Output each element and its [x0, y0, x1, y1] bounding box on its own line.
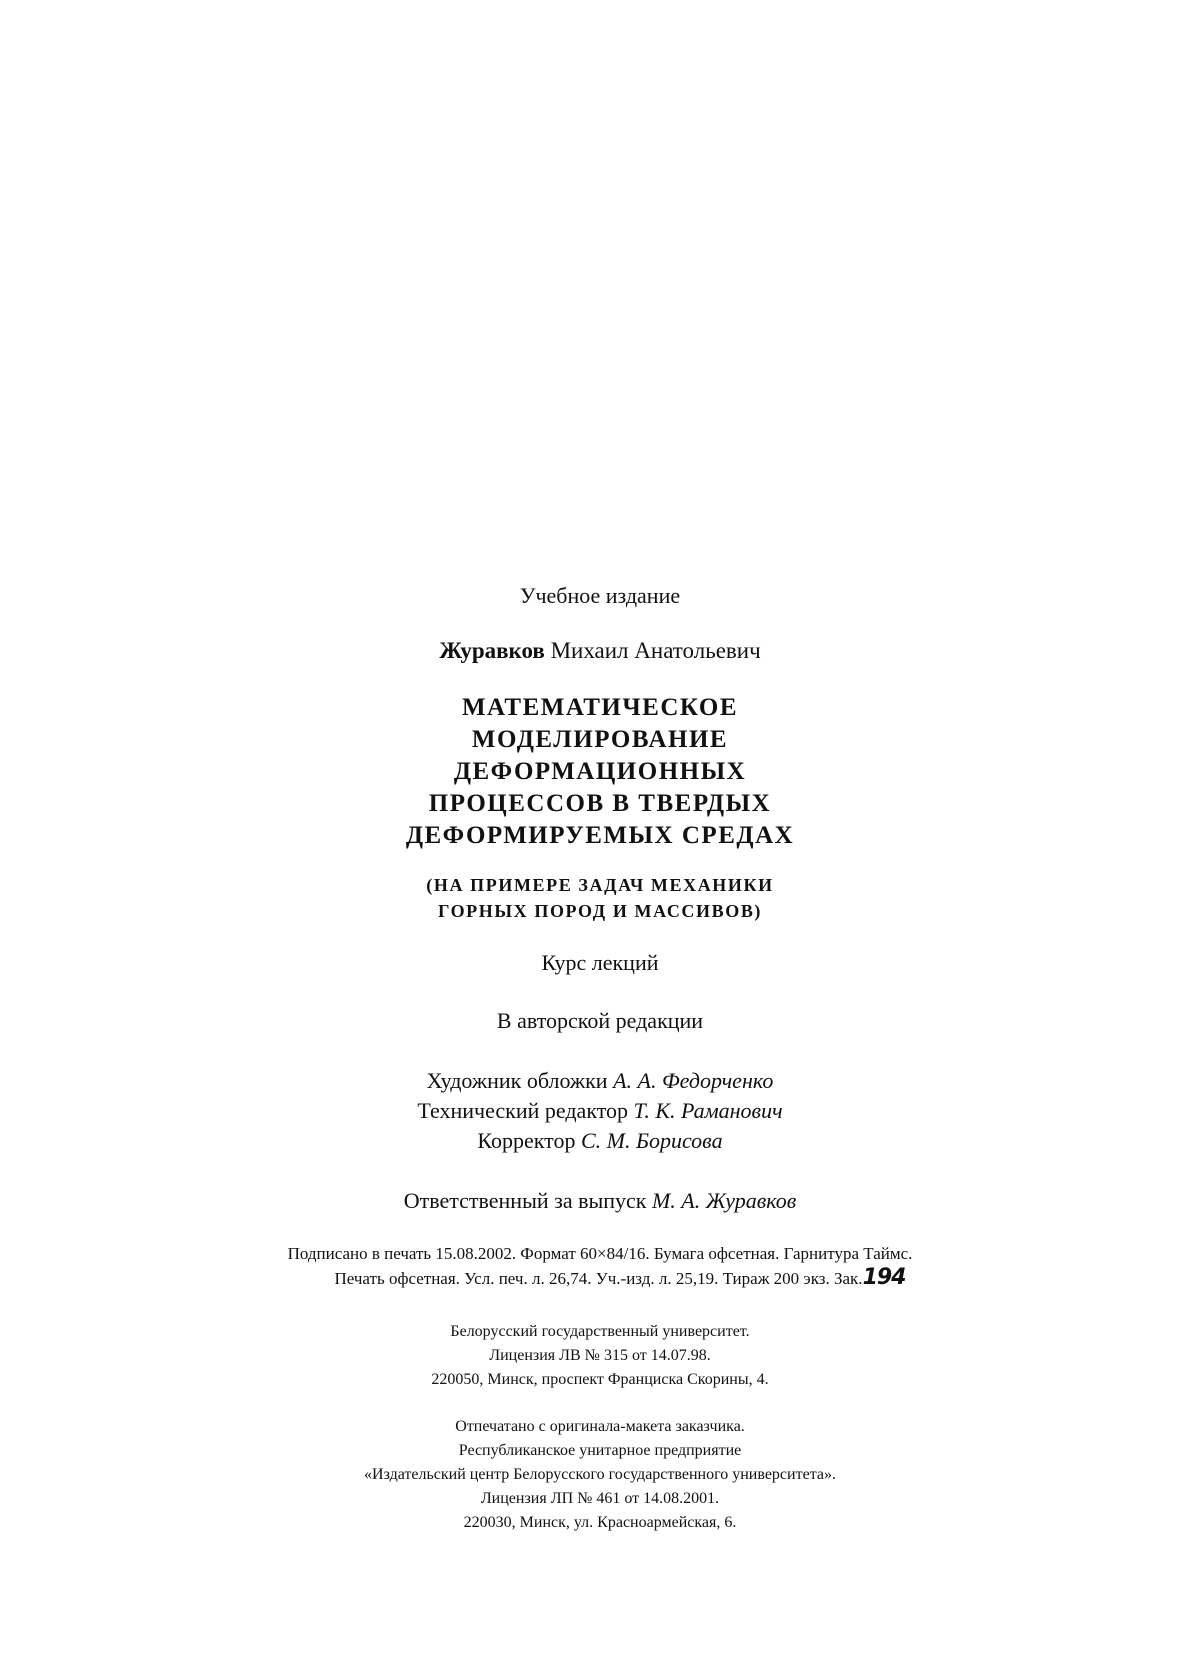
credit-technical-editor	[0, 1096, 1200, 1126]
printer-line-4: Лицензия ЛП № 461 от 14.08.2001.	[480, 1490, 720, 1507]
credit-role: Технический редактор	[417, 1098, 629, 1123]
imprint-line-2	[0, 1266, 1200, 1291]
printer-line-3: «Издательский центр Белорусского государственного университета».	[364, 1466, 836, 1483]
subtitle-line-1: (НА ПРИМЕРЕ ЗАДАЧ МЕХАНИКИ	[426, 875, 774, 895]
printer-line-2: Республиканское унитарное предприятие	[458, 1442, 742, 1459]
printer-line-5: 220030, Минск, ул. Красноармейская, 6.	[463, 1514, 737, 1531]
credit-cover-artist	[0, 1066, 1200, 1096]
author-surname: Журавков	[439, 638, 545, 663]
credit-role: Художник обложки	[426, 1068, 608, 1093]
order-number-handwritten: 194	[862, 1265, 906, 1290]
credit-person: А. А. Федорченко	[613, 1068, 774, 1093]
printer-line-1: Отпечатано с оригинала-макета заказчика.	[455, 1418, 745, 1435]
credit-proofreader	[0, 1126, 1200, 1156]
author-name	[0, 638, 1200, 664]
credit-person: С. М. Борисова	[580, 1128, 723, 1153]
title-line-3: ДЕФОРМАЦИОННЫХ	[453, 758, 747, 785]
course-label: Курс лекций	[541, 950, 659, 975]
title-line-4: ПРОЦЕССОВ В ТВЕРДЫХ	[428, 790, 772, 817]
publisher-line-2: Лицензия ЛВ № 315 от 14.07.98.	[489, 1347, 711, 1364]
publisher-line-3: 220050, Минск, проспект Франциска Скорины, 4.	[431, 1371, 769, 1388]
title-line-5: ДЕФОРМИРУЕМЫХ СРЕДАХ	[405, 822, 795, 849]
title-line-1: МАТЕМАТИЧЕСКОЕ	[461, 694, 739, 721]
credit-role: Корректор	[477, 1128, 576, 1153]
title-line-2: МОДЕЛИРОВАНИЕ	[471, 726, 729, 753]
imprint-line-1: Подписано в печать 15.08.2002. Формат 60×84/16. Бумага офсетная. Гарнитура Таймс.	[287, 1244, 913, 1263]
responsible-person: М. А. Журавков	[651, 1188, 797, 1213]
edition-note: В авторской редакции	[496, 1008, 704, 1033]
credit-person: Т. К. Раманович	[633, 1098, 783, 1123]
subtitle-line-2: ГОРНЫХ ПОРОД И МАССИВОВ)	[437, 901, 763, 921]
responsible-role: Ответственный за выпуск	[403, 1188, 647, 1213]
edition-type: Учебное издание	[519, 583, 681, 608]
imprint-line-2-text: Печать офсетная. Усл. печ. л. 26,74. Уч.-изд. л. 25,19. Тираж 200 экз. Зак.	[334, 1269, 863, 1288]
author-given-names: Михаил Анатольевич	[550, 638, 761, 663]
publisher-line-1: Белорусский государственный университет.	[450, 1323, 750, 1340]
responsible-editor	[0, 1186, 1200, 1216]
